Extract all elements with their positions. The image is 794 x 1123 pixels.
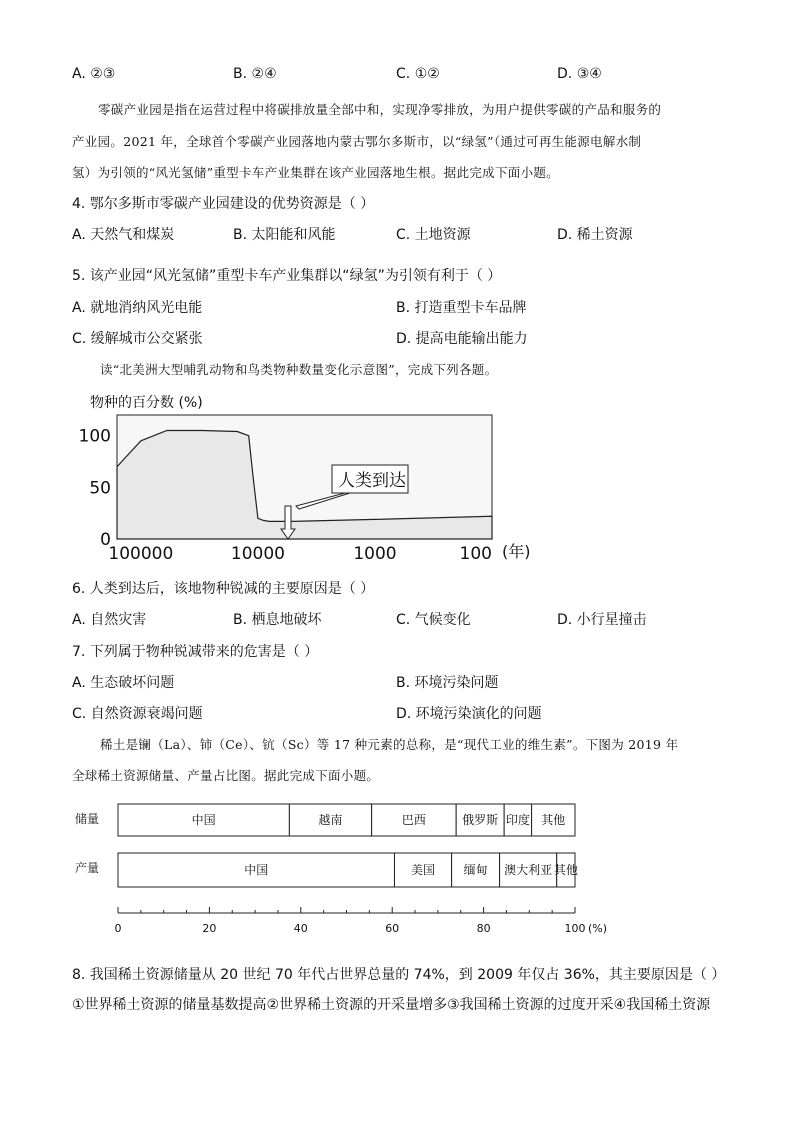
passage3-line-1: 稀土是镧（La）、铈（Ce）、钪（Sc）等 17 种元素的总称，是“现代工业的维生素”。下图为 2019 年 [100, 737, 679, 752]
q7-option-a[interactable]: A. 生态破坏问题 [72, 675, 175, 691]
q5-option-b[interactable]: B. 打造重型卡车品牌 [396, 300, 527, 316]
production-row-label: 产量 [75, 861, 100, 875]
annotation-label: 人类到达 [338, 471, 406, 491]
reserve-row-label: 储量 [75, 812, 100, 826]
q5-option-c[interactable]: C. 缓解城市公交紧张 [72, 331, 203, 347]
q6-option-d[interactable]: D. 小行星撞击 [557, 612, 647, 628]
species-area-chart [60, 385, 560, 565]
q4-stem: 4. 鄂尔多斯市零碳产业园建设的优势资源是（ ） [72, 196, 375, 212]
passage1-line-2: 产业园。2021 年，全球首个零碳产业园落地内蒙古鄂尔多斯市，以“绿氢”（通过可再生能源电解水制 [72, 134, 642, 149]
axis-tick-label: 80 [476, 922, 491, 935]
q7-option-c[interactable]: C. 自然资源衰竭问题 [72, 706, 203, 722]
bar-segment-label: 其他 [553, 863, 578, 877]
passage1-line-1: 零碳产业园是指在运营过程中将碳排放量全部中和，实现净零排放，为用户提供零碳的产品和服务的 [98, 102, 662, 117]
x-tick-label: 10000 [230, 544, 285, 564]
passage3-line-2: 全球稀土资源储量、产量占比图。据此完成下面小题。 [72, 768, 380, 783]
bar-segment-label: 中国 [191, 813, 216, 827]
q3-option-d[interactable]: D. ③④ [557, 66, 602, 82]
rare-earth-bar-chart [60, 795, 660, 945]
q3-option-c[interactable]: C. ①② [396, 66, 440, 82]
passage1-line-3: 氢）为引领的“风光氢储”重型卡车产业集群在该产业园落地生根。据此完成下面小题。 [72, 165, 559, 180]
q5-option-d[interactable]: D. 提高电能输出能力 [396, 331, 528, 347]
percent-axis-unit: (%) [588, 922, 608, 935]
q8-choices-line: ①世界稀土资源的储量基数提高②世界稀土资源的开采量增多③我国稀土资源的过度开采④我国稀土资源 [72, 997, 711, 1013]
chart1-xlabel: (年) [502, 542, 531, 561]
q4-option-a[interactable]: A. 天然气和煤炭 [72, 227, 175, 243]
bar-segment-label: 巴西 [401, 813, 426, 827]
q7-option-b[interactable]: B. 环境污染问题 [396, 675, 499, 691]
x-tick-label: 100000 [108, 544, 174, 564]
q6-option-c[interactable]: C. 气候变化 [396, 612, 471, 628]
bar-segment-label: 中国 [244, 863, 269, 877]
y-tick-label: 0 [100, 530, 111, 550]
passage2-text: 读“北美洲大型哺乳动物和鸟类物种数量变化示意图”，完成下列各题。 [100, 362, 498, 377]
q5-stem: 5. 该产业园“风光氢储”重型卡车产业集群以“绿氢”为引领有利于（ ） [72, 268, 502, 284]
q5-option-a[interactable]: A. 就地消纳风光电能 [72, 300, 203, 316]
bar-segment-label: 缅甸 [463, 863, 488, 877]
axis-tick-label: 20 [202, 922, 217, 935]
q3-option-b[interactable]: B. ②④ [233, 66, 277, 82]
y-tick-label: 100 [78, 426, 111, 447]
y-tick-label: 50 [89, 478, 111, 499]
q6-stem: 6. 人类到达后，该地物种锐减的主要原因是（ ） [72, 581, 375, 597]
axis-tick-label: 0 [114, 922, 122, 935]
q8-stem: 8. 我国稀土资源储量从 20 世纪 70 年代占世界总量的 74%，到 2009 年仅占 36%，其主要原因是（ ） [72, 967, 726, 983]
bar-segment-label: 印度 [505, 813, 530, 827]
q6-option-a[interactable]: A. 自然灾害 [72, 612, 147, 628]
x-tick-label: 1000 [353, 544, 397, 564]
axis-tick-label: 100 [564, 922, 586, 935]
bar-segment-label: 越南 [318, 813, 343, 827]
bar-segment-label: 其他 [541, 813, 566, 827]
bar-segment-label: 澳大利亚 [504, 863, 553, 877]
bar-segment-label: 俄罗斯 [462, 813, 499, 827]
q4-option-c[interactable]: C. 土地资源 [396, 227, 471, 243]
q4-option-b[interactable]: B. 太阳能和风能 [233, 227, 336, 243]
q4-option-d[interactable]: D. 稀土资源 [557, 227, 633, 243]
q6-option-b[interactable]: B. 栖息地破坏 [233, 612, 322, 628]
axis-tick-label: 40 [293, 922, 308, 935]
q3-option-a[interactable]: A. ②③ [72, 66, 116, 82]
x-tick-label: 100 [459, 544, 492, 564]
axis-tick-label: 60 [385, 922, 400, 935]
chart1-ylabel: 物种的百分数 (%) [90, 395, 203, 411]
q7-option-d[interactable]: D. 环境污染演化的问题 [396, 706, 542, 722]
q7-stem: 7. 下列属于物种锐减带来的危害是（ ） [72, 644, 319, 660]
bar-segment-label: 美国 [411, 863, 436, 877]
